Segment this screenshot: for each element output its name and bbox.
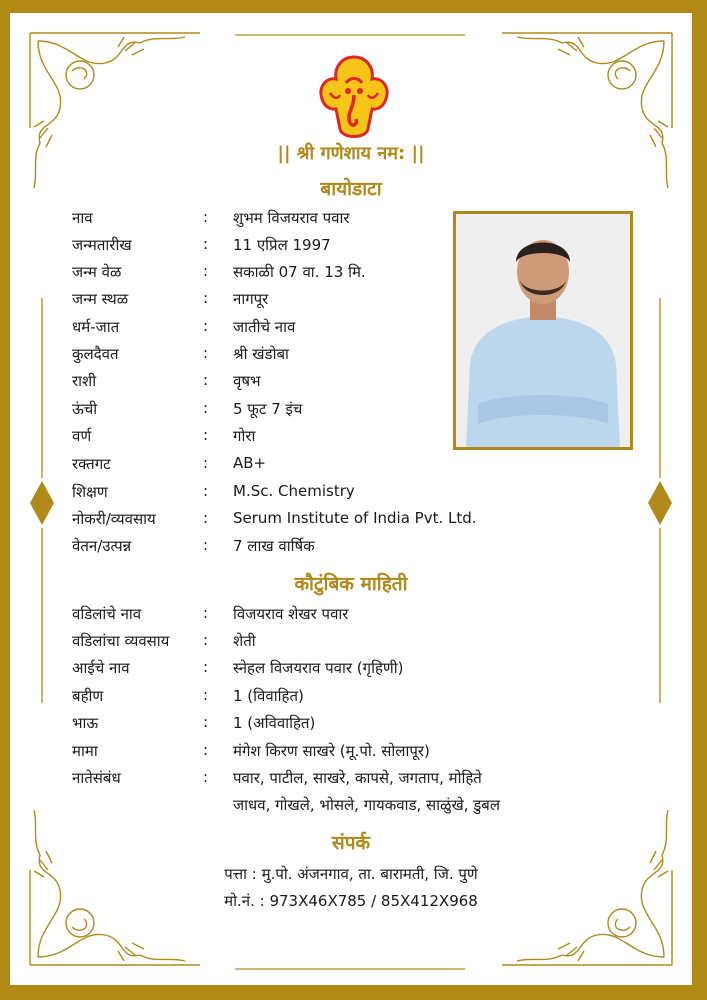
field-label: वेतन/उत्पन्न xyxy=(72,537,132,555)
field-label: नाव xyxy=(72,209,93,227)
field-value: 11 एप्रिल 1997 xyxy=(233,236,331,254)
field-label: वर्ण xyxy=(72,427,92,445)
field-value: नागपूर xyxy=(233,290,269,308)
field-label: धर्म-जात xyxy=(72,318,120,336)
profile-photo xyxy=(453,211,633,450)
family-title: कौटुंबिक माहिती xyxy=(294,573,408,595)
field-value: वृषभ xyxy=(233,372,261,390)
field-value: जातीचे नाव xyxy=(233,318,296,336)
field-label: शिक्षण xyxy=(72,483,108,501)
avatar xyxy=(456,214,630,447)
field-value: 1 (विवाहित) xyxy=(233,687,304,705)
field-value: शुभम विजयराव पवार xyxy=(233,209,350,227)
field-label: जन्म वेळ xyxy=(72,263,122,281)
shri-ganeshay-namah: || श्री गणेशाय नम: || xyxy=(277,143,425,164)
biodata-title: बायोडाटा xyxy=(320,178,382,200)
field-label: वडिलांचे नाव xyxy=(72,605,142,623)
field-label: जन्म स्थळ xyxy=(72,290,129,308)
field-label: वडिलांचा व्यवसाय xyxy=(72,632,170,650)
field-label: बहीण xyxy=(72,687,104,705)
field-label: मामा xyxy=(72,742,98,760)
field-value: स्नेहल विजयराव पवार (गृहिणी) xyxy=(233,659,404,677)
field-value: सकाळी 07 वा. 13 मि. xyxy=(233,263,366,281)
field-value: 5 फूट 7 इंच xyxy=(233,400,303,418)
ganesh-icon xyxy=(316,53,392,143)
field-value: 7 लाख वार्षिक xyxy=(233,537,315,555)
field-value: गोरा xyxy=(233,427,256,445)
field-label: भाऊ xyxy=(72,714,99,732)
field-label: कुलदैवत xyxy=(72,345,119,363)
field-value: 1 (अविवाहित) xyxy=(233,714,316,732)
field-value: विजयराव शेखर पवार xyxy=(233,605,349,623)
field-label: राशी xyxy=(72,372,97,390)
field-label: ऊंची xyxy=(72,400,98,418)
contact-address: पत्ता : मु.पो. अंजनगाव, ता. बारामती, जि. पुणे xyxy=(224,865,478,883)
contact-title: संपर्क xyxy=(331,832,371,854)
field-label: नातेसंबंध xyxy=(72,769,121,787)
biodata-page: || श्री गणेशाय नम: || बायोडाटा नाव : शुभम विजयराव पवार जन्मतारीख : 11 एप्रिल 1997 जन्म वेळ : सकाळी 07 वा. 13 मि. जन्म स्थळ : नागपूर धर्म-जात : जातीचे नाव कुलदैवत : श्री खंडोबा राशी : वृषभ ऊंची : 5 फूट 7 इंच वर्ण : गोरा रक्तगट : AB+ शिक्षण : M.Sc. Chemistry नोकरी/व्यवसाय : Serum Institute of India Pvt. Ltd. वेतन/उत्पन्न : 7 लाख वार्षिक कौटुंबिक माहिती वडिलांचे नाव : विजयराव शेखर पवार वडिलांचा व्यवसाय : शेती आईचे नाव : स्नेहल विजयराव पवार (गृहिणी) बहीण : 1 (विवाहित) भाऊ : 1 (अविवाहित) मामा : मंगेश किरण साखरे (मू.पो. सोलापूर) नातेसंबंध : पवार, पाटील, साखरे, कापसे, जगताप, मोहिते जाधव, गोखले, भोसले, गायकवाड, साळुंखे, डुबल संपर्क पत्ता : मु.पो. अंजनगाव, ता. बारामती, जि. पुणे मो.नं. : 973X46X785 / 85X412X968 xyxy=(10,13,692,985)
field-label: रक्तगट xyxy=(72,455,111,473)
field-value: मंगेश किरण साखरे (मू.पो. सोलापूर) xyxy=(233,742,430,760)
field-value: Serum Institute of India Pvt. Ltd. xyxy=(233,509,477,527)
field-value: श्री खंडोबा xyxy=(233,345,289,363)
field-value: शेती xyxy=(233,632,256,650)
field-value: पवार, पाटील, साखरे, कापसे, जगताप, मोहिते xyxy=(233,769,482,787)
field-label: जन्मतारीख xyxy=(72,236,132,254)
field-value: जाधव, गोखले, भोसले, गायकवाड, साळुंखे, डुबल xyxy=(233,796,501,814)
contact-phone: मो.नं. : 973X46X785 / 85X412X968 xyxy=(224,892,478,910)
field-value: M.Sc. Chemistry xyxy=(233,482,355,500)
field-label: नोकरी/व्यवसाय xyxy=(72,510,156,528)
field-value: AB+ xyxy=(233,454,267,472)
field-label: आईचे नाव xyxy=(72,659,130,677)
